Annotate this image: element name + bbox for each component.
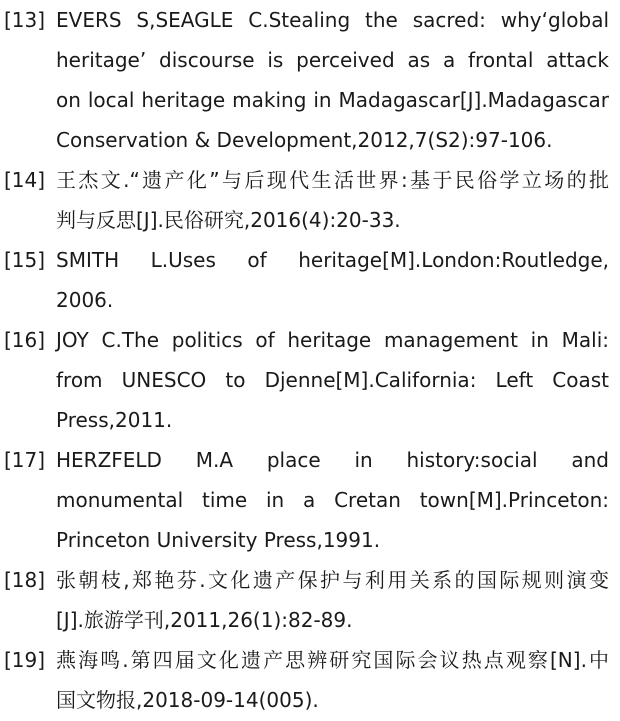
reference-text-line: 燕海鸣.第四届文化遗产思辨研究国际会议热点观察[N].中 — [56, 648, 609, 672]
reference-number: [13] — [4, 8, 46, 32]
reference-text-line: EVERS S,SEAGLE C.Stealing the sacred: why‘global — [56, 8, 609, 32]
reference-number: [17] — [4, 448, 46, 472]
reference-text-line: heritage’ discourse is perceived as a frontal attack — [56, 48, 609, 72]
reference-text-line: 2006. — [56, 288, 114, 312]
reference-text-line: JOY C.The politics of heritage management in Mali: — [56, 328, 609, 352]
reference-text-line: from UNESCO to Djenne[M].California: Left Coast — [56, 368, 609, 392]
reference-text-line: 国文物报,2018-09-14(005). — [56, 688, 319, 712]
reference-text-line: 判与反思[J].民俗研究,2016(4):20-33. — [56, 208, 401, 232]
reference-number: [15] — [4, 248, 46, 272]
reference-text-line: Conservation & Development,2012,7(S2):97-106. — [56, 128, 553, 152]
reference-number: [18] — [4, 568, 46, 592]
reference-text-line: SMITH L.Uses of heritage[M].London:Routledge, — [56, 248, 609, 272]
reference-text-line: [J].旅游学刊,2011,26(1):82-89. — [56, 608, 353, 632]
reference-text-line: Press,2011. — [56, 408, 173, 432]
reference-number: [19] — [4, 648, 46, 672]
reference-number: [16] — [4, 328, 46, 352]
reference-text-line: monumental time in a Cretan town[M].Princeton: — [56, 488, 609, 512]
reference-text-line: 张朝枝,郑艳芬.文化遗产保护与利用关系的国际规则演变 — [56, 568, 609, 592]
reference-text-line: on local heritage making in Madagascar[J].Madagascar — [56, 88, 609, 112]
reference-text-line: Princeton University Press,1991. — [56, 528, 381, 552]
reference-text-line: HERZFELD M.A place in history:social and — [56, 448, 609, 472]
reference-number: [14] — [4, 168, 46, 192]
reference-text-line: 王杰文.“遗产化”与后现代生活世界:基于民俗学立场的批 — [56, 168, 609, 192]
